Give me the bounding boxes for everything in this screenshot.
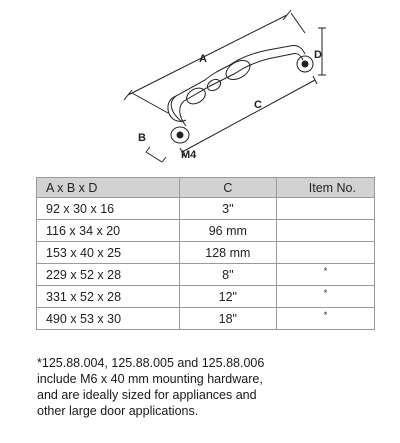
cell-dimensions: 116 x 34 x 20: [37, 220, 180, 242]
footnote: [37, 355, 377, 419]
footnote-line: other large door applications.: [37, 404, 199, 418]
cell-center: 18": [179, 308, 276, 330]
header-a-b-d: A x B x D: [37, 178, 180, 198]
cell-center: 3": [179, 198, 276, 220]
footnote-line: and are ideally sized for appliances and: [37, 388, 257, 402]
cell-dimensions: 92 x 30 x 16: [37, 198, 180, 220]
label-m4: M4: [181, 149, 197, 161]
dimension-table: [36, 177, 375, 330]
table-row: [37, 264, 375, 286]
header-c: C: [179, 178, 276, 198]
header-item-no: Item No.: [277, 178, 375, 198]
cell-center: 96 mm: [179, 220, 276, 242]
cell-center: 128 mm: [179, 242, 276, 264]
cell-item-no: [277, 198, 375, 220]
table-row: [37, 286, 375, 308]
cell-item-no: [277, 242, 375, 264]
table-row: [37, 198, 375, 220]
table-row: [37, 220, 375, 242]
cell-item-no: *: [277, 308, 375, 330]
cell-item-no: *: [277, 286, 375, 308]
cell-dimensions: 229 x 52 x 28: [37, 264, 180, 286]
handle-body: [171, 45, 305, 122]
cell-center: 12": [179, 286, 276, 308]
cell-item-no: *: [277, 264, 375, 286]
footnote-line: *125.88.004, 125.88.005 and 125.88.006: [37, 356, 265, 370]
handle-dimension-drawing: [0, 0, 400, 175]
cell-dimensions: 490 x 53 x 30: [37, 308, 180, 330]
cell-dimensions: 331 x 52 x 28: [37, 286, 180, 308]
table-row: [37, 308, 375, 330]
footnote-line: include M6 x 40 mm mounting hardware,: [37, 372, 263, 386]
cell-center: 8": [179, 264, 276, 286]
cell-dimensions: 153 x 40 x 25: [37, 242, 180, 264]
label-b: B: [138, 132, 146, 144]
label-c: C: [254, 99, 262, 111]
label-d: D: [314, 49, 322, 61]
table-header-row: [37, 178, 375, 198]
label-a: A: [199, 53, 207, 65]
cell-item-no: [277, 220, 375, 242]
table-row: [37, 242, 375, 264]
